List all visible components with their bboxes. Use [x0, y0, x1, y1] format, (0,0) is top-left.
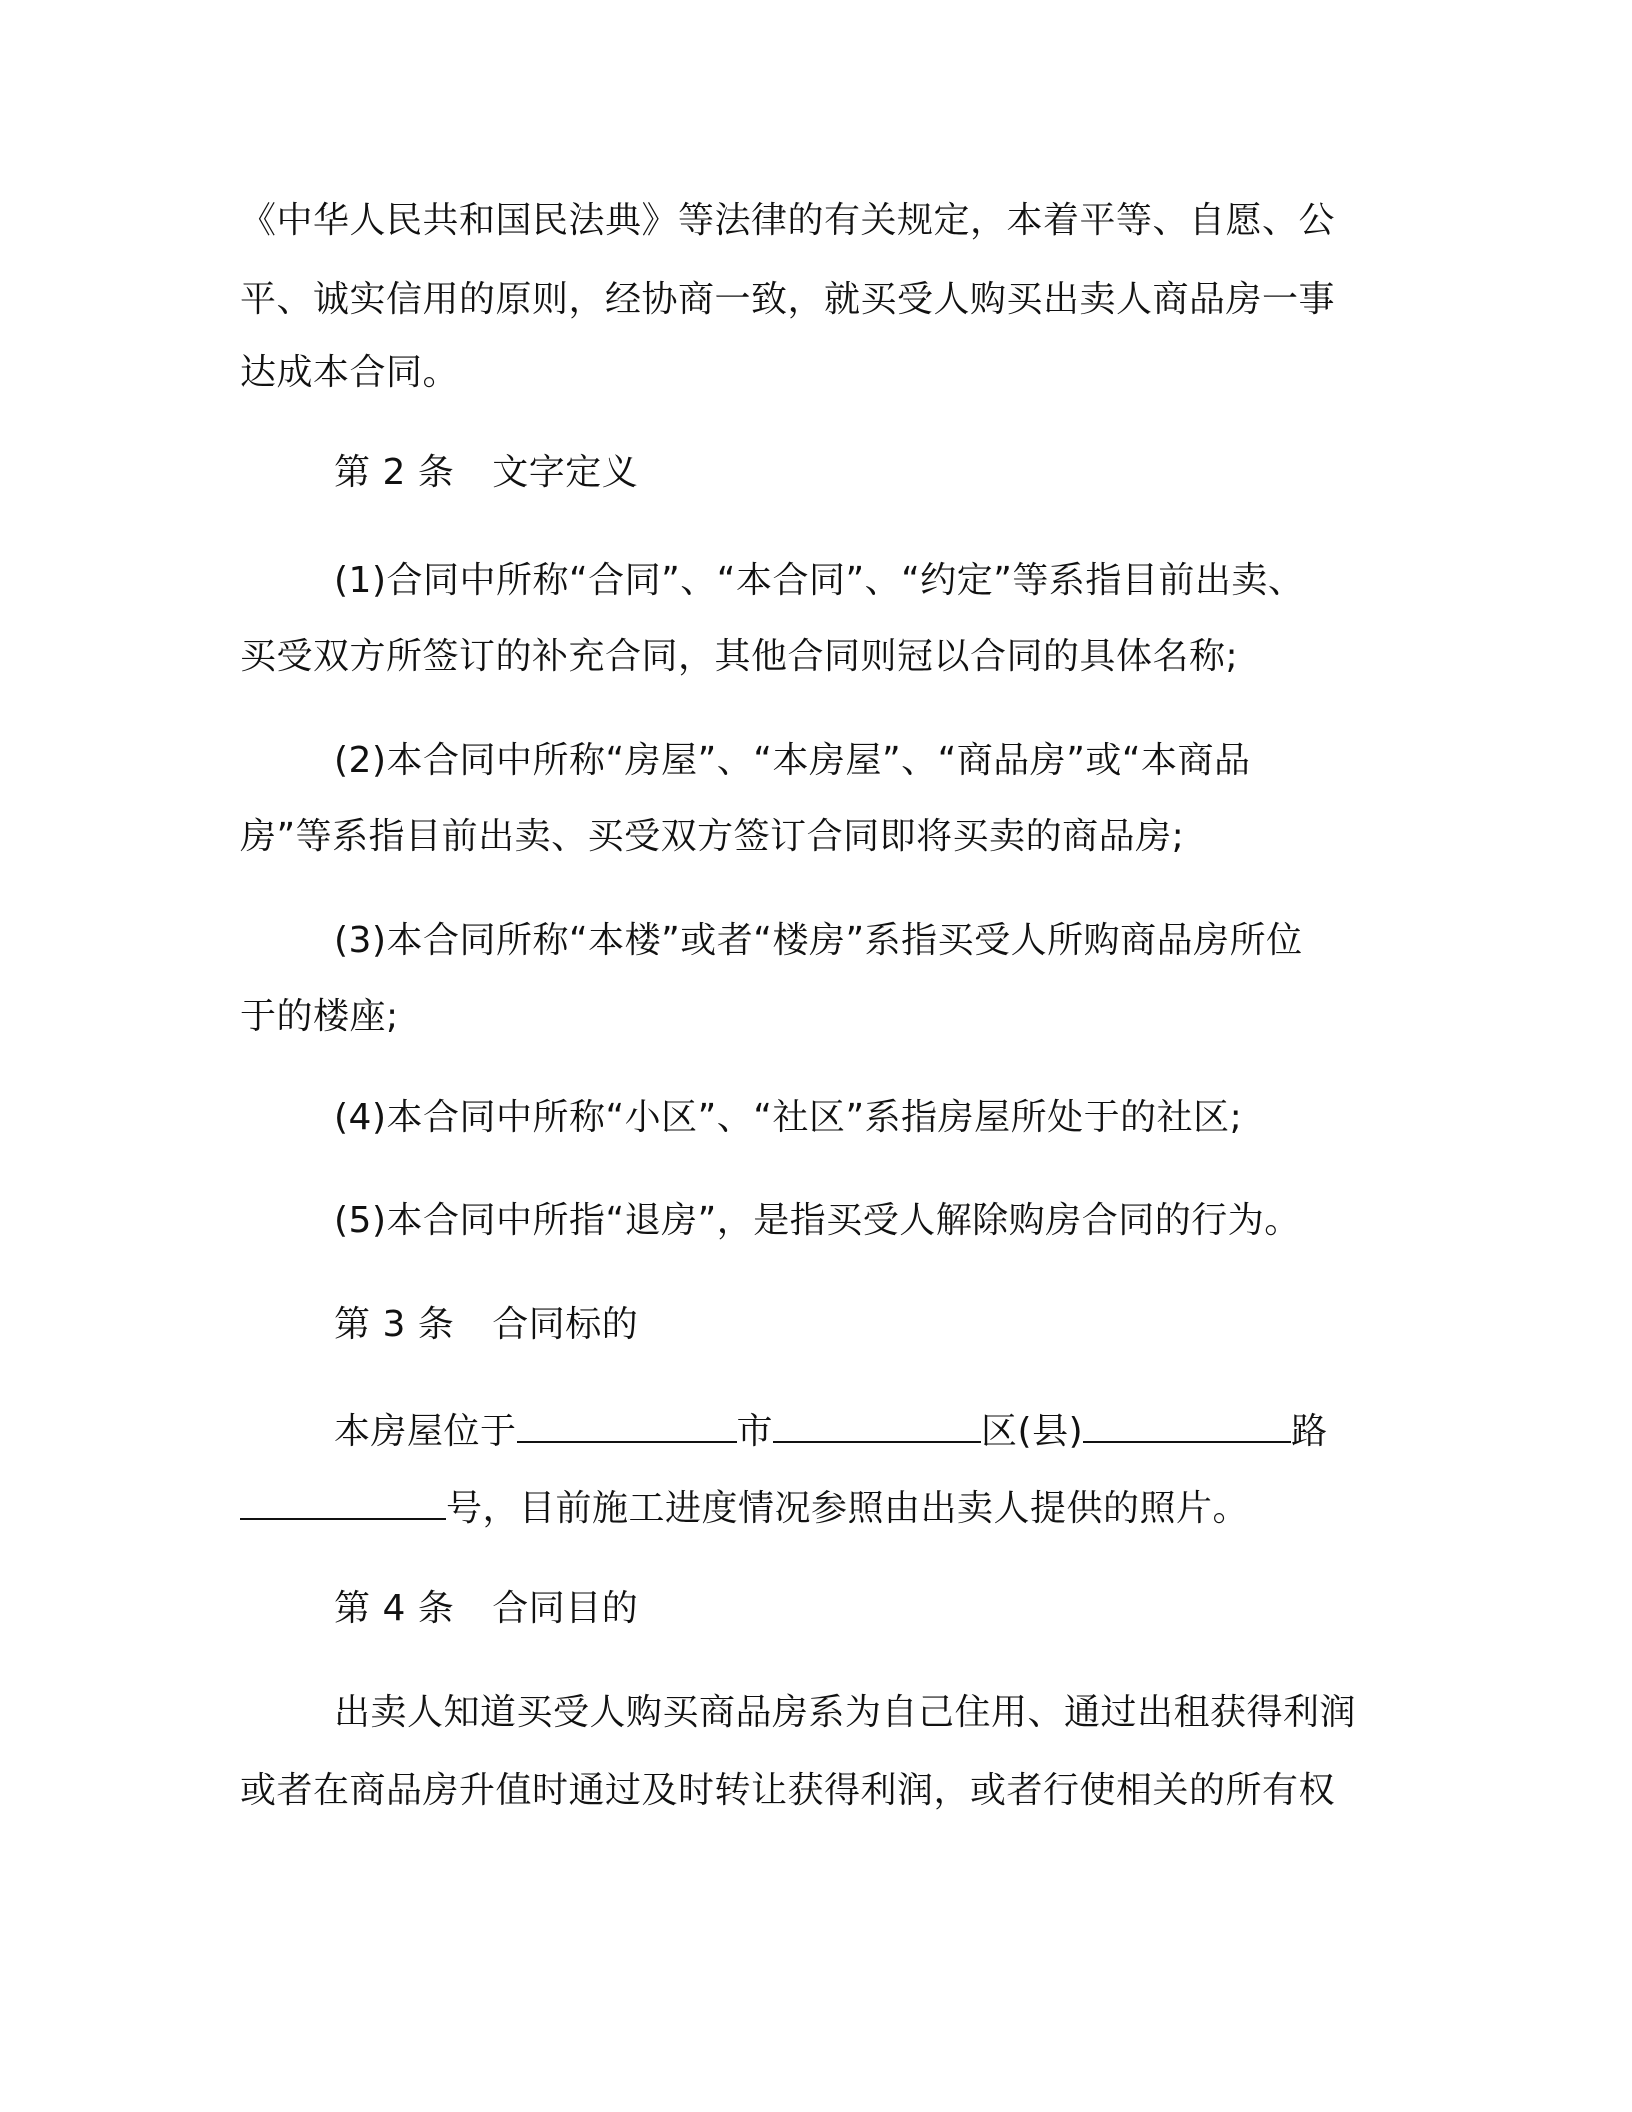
intro-line-2: 平、诚实信用的原则，经协商一致，就买受人购买出卖人商品房一事: [240, 279, 1336, 320]
purpose-line-2: 或者在商品房升值时通过及时转让获得利润，或者行使相关的所有权: [240, 1770, 1336, 1811]
address-line-2-text: 号，目前施工进度情况参照由出卖人提供的照片。: [446, 1488, 1250, 1529]
article-2-heading: [334, 449, 638, 497]
number-blank: [240, 1482, 446, 1520]
city-blank: [517, 1405, 737, 1443]
article-title: 合同标的: [492, 1304, 639, 1345]
definition-item-4: (4)本合同中所称“小区”、“社区”系指房屋所处于的社区;: [334, 1097, 1243, 1138]
definition-item-3-line-1: (3)本合同所称“本楼”或者“楼房”系指买受人所购商品房所位: [334, 920, 1303, 961]
article-4-heading: [334, 1585, 638, 1633]
district-blank: [773, 1405, 981, 1443]
definition-item-2-line-1: (2)本合同中所称“房屋”、“本房屋”、“商品房”或“本商品: [334, 740, 1251, 781]
definition-item-1-line-2: 买受双方所签订的补充合同，其他合同则冠以合同的具体名称;: [240, 636, 1239, 677]
address-line-2: [240, 1482, 1249, 1533]
intro-line-3: 达成本合同。: [240, 352, 460, 393]
definition-item-5: (5)本合同中所指“退房”，是指买受人解除购房合同的行为。: [334, 1200, 1301, 1241]
road-blank: [1083, 1405, 1291, 1443]
article-3-heading: [334, 1301, 638, 1349]
intro-line-1: 《中华人民共和国民法典》等法律的有关规定，本着平等、自愿、公: [240, 200, 1336, 241]
address-line-1: [334, 1405, 1328, 1456]
road-label: 路: [1291, 1411, 1328, 1452]
address-prefix: 本房屋位于: [334, 1411, 517, 1452]
district-label: 区(县): [981, 1411, 1084, 1452]
definition-item-3-line-2: 于的楼座;: [240, 996, 399, 1037]
purpose-line-1: 出卖人知道买受人购买商品房系为自己住用、通过出租获得利润: [334, 1692, 1357, 1733]
article-number: 第 3 条: [334, 1304, 455, 1345]
article-title: 文字定义: [492, 452, 639, 493]
article-title: 合同目的: [492, 1588, 639, 1629]
definition-item-2-line-2: 房”等系指目前出卖、买受双方签订合同即将买卖的商品房;: [240, 816, 1185, 857]
city-label: 市: [736, 1411, 774, 1452]
article-number: 第 2 条: [334, 452, 455, 493]
article-number: 第 4 条: [334, 1588, 455, 1629]
definition-item-1-line-1: (1)合同中所称“合同”、“本合同”、“约定”等系指目前出卖、: [334, 560, 1305, 601]
